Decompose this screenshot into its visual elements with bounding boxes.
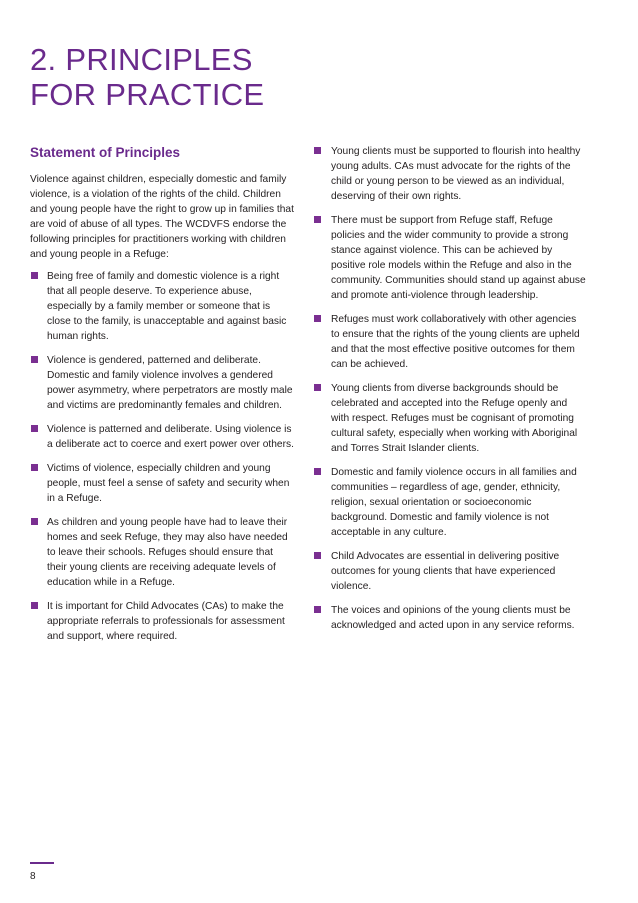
list-item-text: Victims of violence, especially children and young people, must feel a sense of safety and security when in a Refuge. xyxy=(47,463,290,504)
list-item-text: Domestic and family violence occurs in all families and communities – regardless of age, gender, ethnicity, religion, sexual orientation or socioeconomic background. Domestic and family violence is not acceptable in any culture. xyxy=(331,467,577,538)
left-bullet-list xyxy=(30,269,294,644)
page-title-line-1: 2. PRINCIPLES xyxy=(30,42,253,77)
list-item xyxy=(30,461,294,506)
page-title xyxy=(30,42,264,112)
list-item xyxy=(30,422,294,452)
footer-divider xyxy=(30,862,54,864)
intro-paragraph: Violence against children, especially domestic and family violence, is a violation of the rights of the child. Children and young people have the right to grow up in families that are void of abuse of all types. The WCDVFS endorse the following principles for practitioners working with children and young people in a Refuge: xyxy=(30,174,294,260)
list-item-text: As children and young people have had to leave their homes and seek Refuge, they may also have needed to leave their schools. Refuges should ensure that their young clients are receiving adequate levels of education while in a Refuge. xyxy=(47,517,288,588)
square-bullet-icon xyxy=(31,425,38,432)
square-bullet-icon xyxy=(314,315,321,322)
list-item-text: There must be support from Refuge staff, Refuge policies and the wider community to provide a strong stance against violence. This can be achieved by positive role models within the Refuge and also in the community. Communities should stand up against abuse and promote anti-violence through leadership. xyxy=(331,215,586,301)
list-item xyxy=(313,465,587,540)
square-bullet-icon xyxy=(31,518,38,525)
square-bullet-icon xyxy=(314,468,321,475)
list-item xyxy=(313,381,587,456)
list-item xyxy=(313,213,587,303)
section-heading: Statement of Principles xyxy=(30,145,181,160)
page-title-line-2: FOR PRACTICE xyxy=(30,77,265,112)
list-item-text: Violence is gendered, patterned and deliberate. Domestic and family violence involves a gendered power asymmetry, where perpetrators are mostly male and victims are predominantly females and children. xyxy=(47,355,293,411)
list-item xyxy=(30,269,294,344)
footer-band xyxy=(0,848,638,903)
left-column xyxy=(30,144,294,653)
square-bullet-icon xyxy=(31,464,38,471)
right-column xyxy=(313,144,587,642)
page-number: 8 xyxy=(30,871,36,882)
list-item-text: Child Advocates are essential in delivering positive outcomes for young clients that have experienced violence. xyxy=(331,551,560,592)
list-item-text: It is important for Child Advocates (CAs) to make the appropriate referrals to professionals for assessment and support, where required. xyxy=(47,601,285,642)
list-item-text: Being free of family and domestic violence is a right that all people deserve. To experience abuse, especially by a family member or someone that is close to the family, is unacceptable and against basic human rights. xyxy=(47,271,287,342)
list-item-text: Young clients must be supported to flourish into healthy young adults. CAs must advocate for the rights of the child or young person to be viewed as an individual, deserving of their own rights. xyxy=(331,146,581,202)
square-bullet-icon xyxy=(31,356,38,363)
list-item xyxy=(313,144,587,204)
list-item-text: Violence is patterned and deliberate. Using violence is a deliberate act to coerce and exert power over others. xyxy=(47,424,294,450)
square-bullet-icon xyxy=(314,384,321,391)
list-item xyxy=(30,515,294,590)
square-bullet-icon xyxy=(314,552,321,559)
square-bullet-icon xyxy=(314,147,321,154)
list-item-text: The voices and opinions of the young clients must be acknowledged and acted upon in any service reforms. xyxy=(331,605,575,631)
list-item xyxy=(313,312,587,372)
list-item xyxy=(30,599,294,644)
list-item xyxy=(313,603,587,633)
list-item xyxy=(30,353,294,413)
list-item-text: Refuges must work collaboratively with other agencies to ensure that the rights of the young clients are upheld and that the most effective positive outcomes for them can be achieved. xyxy=(331,314,580,370)
square-bullet-icon xyxy=(31,602,38,609)
square-bullet-icon xyxy=(314,606,321,613)
right-bullet-list xyxy=(313,144,587,633)
list-item-text: Young clients from diverse backgrounds should be celebrated and accepted into the Refuge openly and with respect. Refuges must be cognisant of promoting cultural safety, especially when working with Aboriginal and Torres Strait Islander clients. xyxy=(331,383,578,454)
list-item xyxy=(313,549,587,594)
square-bullet-icon xyxy=(314,216,321,223)
square-bullet-icon xyxy=(31,272,38,279)
